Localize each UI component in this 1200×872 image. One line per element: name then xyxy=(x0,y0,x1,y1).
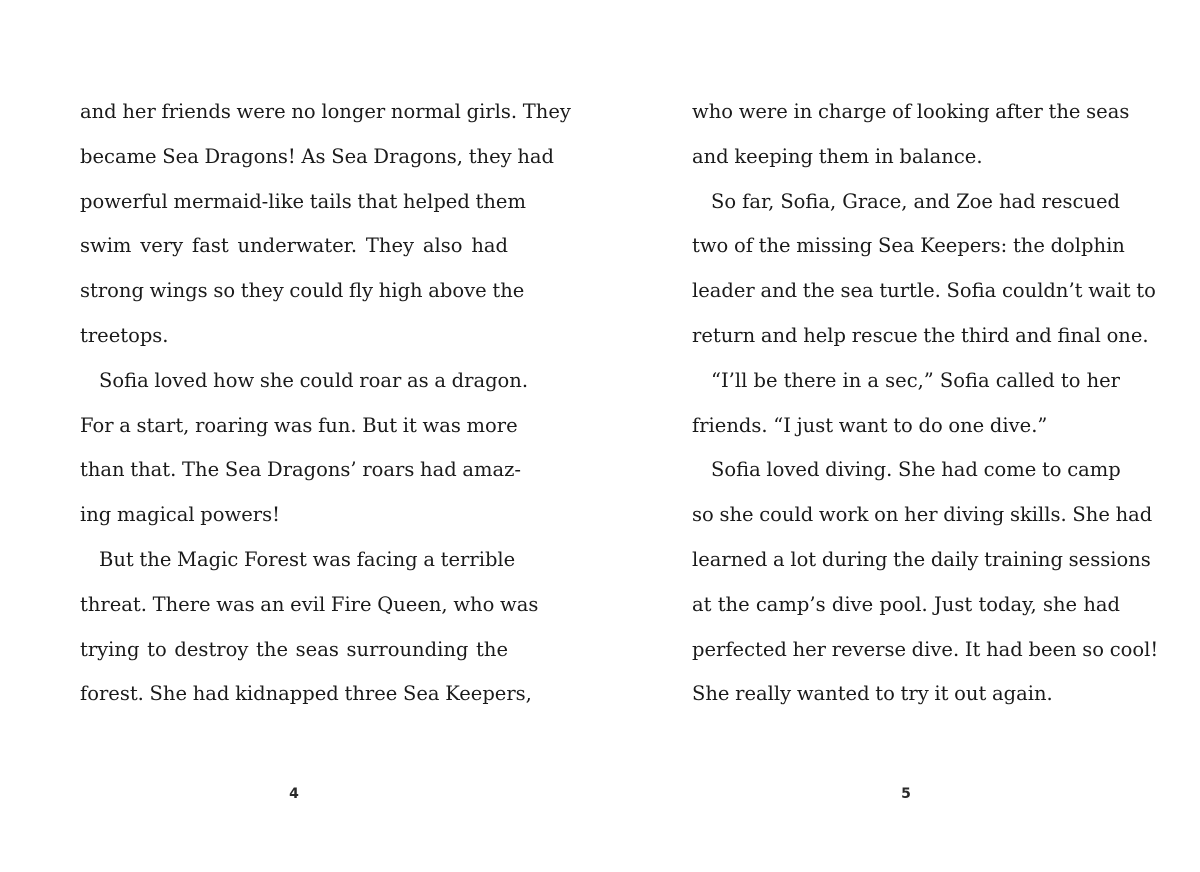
page-number-left: 4 xyxy=(289,786,299,802)
text-line: who were in charge of looking after the seas xyxy=(692,100,1130,123)
text-line: So far, Sofia, Grace, and Zoe had rescued xyxy=(711,189,1120,213)
text-line: perfected her reverse dive. It had been so cool! xyxy=(692,637,1159,661)
text-line: “I’ll be there in a sec,” Sofia called to her xyxy=(711,368,1120,392)
text-line: became Sea Dragons! As Sea Dragons, they had xyxy=(80,144,555,168)
page-number-right: 5 xyxy=(901,786,911,802)
text-line: treetops. xyxy=(80,323,169,347)
text-line: two of the missing Sea Keepers: the dolphin xyxy=(692,234,1125,258)
text-line: But the Magic Forest was facing a terrible xyxy=(99,547,516,571)
text-line: at the camp’s dive pool. Just today, she had xyxy=(692,592,1120,616)
text-line: leader and the sea turtle. Sofia couldn’t wait to xyxy=(692,279,1156,303)
text-line: For a start, roaring was fun. But it was more xyxy=(80,413,518,437)
text-line: and keeping them in balance. xyxy=(692,144,983,168)
text-line: forest. She had kidnapped three Sea Keepers, xyxy=(80,682,532,706)
text-line: friends. “I just want to do one dive.” xyxy=(692,413,1048,437)
text-line: strong wings so they could fly high above the xyxy=(80,279,525,303)
text-line: Sofia loved how she could roar as a dragon. xyxy=(99,368,529,392)
text-line: return and help rescue the third and final one. xyxy=(692,323,1149,347)
text-line: Sofia loved diving. She had come to camp xyxy=(711,458,1121,482)
text-line: than that. The Sea Dragons’ roars had amaz- xyxy=(80,458,522,482)
text-line: trying to destroy the seas surrounding the xyxy=(80,637,508,661)
text-line: learned a lot during the daily training sessions xyxy=(692,547,1151,571)
text-line: and her friends were no longer normal girls. They xyxy=(80,100,571,123)
text-line: swim very fast underwater. They also had xyxy=(80,234,508,258)
text-line: threat. There was an evil Fire Queen, who was xyxy=(80,592,539,616)
text-line: powerful mermaid-like tails that helped them xyxy=(80,189,526,213)
left-page-text xyxy=(80,90,571,730)
text-line: ing magical powers! xyxy=(80,503,280,527)
text-line: so she could work on her diving skills. She had xyxy=(692,503,1153,527)
right-page-text xyxy=(692,90,1159,730)
text-line: She really wanted to try it out again. xyxy=(692,682,1053,706)
